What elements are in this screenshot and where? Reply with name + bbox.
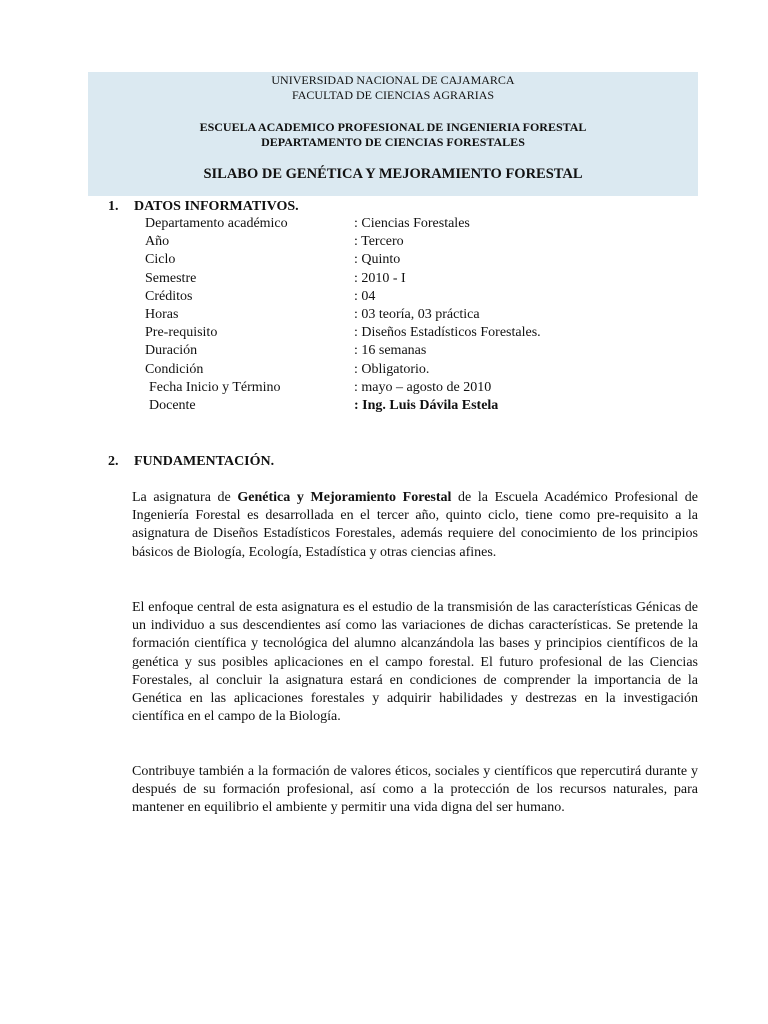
header-band: [88, 72, 698, 196]
info-label: Ciclo: [145, 252, 176, 268]
faculty-name: FACULTAD DE CIENCIAS AGRARIAS: [291, 88, 495, 102]
info-row: [145, 397, 665, 415]
section-2-number: 2.: [108, 454, 119, 469]
section-2-title: FUNDAMENTACIÓN.: [134, 454, 275, 469]
paragraph-1-start: La asignatura de: [132, 490, 238, 505]
info-label: Créditos: [145, 288, 193, 304]
info-row: [145, 215, 665, 233]
info-value: : Ing. Luis Dávila Estela: [354, 397, 499, 413]
info-value: : Obligatorio.: [354, 361, 430, 377]
info-label: Duración: [145, 343, 198, 359]
info-label: Docente: [149, 397, 196, 413]
info-row: [145, 379, 665, 397]
info-value: : 03 teoría, 03 práctica: [354, 306, 480, 322]
paragraph-1: [132, 489, 698, 562]
info-value: : mayo – agosto de 2010: [354, 379, 492, 395]
info-label: Departamento académico: [145, 216, 288, 231]
info-row: [145, 270, 665, 288]
section-1-title: DATOS INFORMATIVOS.: [134, 199, 299, 214]
paragraph-3: Contribuye también a la formación de valores éticos, sociales y científicos que repercutirá durante y después de su formación profesional, así como a la protección de los recursos naturales, para mantener en equilibrio el ambiente y permitir una vida digna del ser humano.: [132, 764, 698, 816]
info-label: Semestre: [145, 270, 197, 286]
info-row: [145, 251, 665, 269]
info-value: : Ciencias Forestales: [354, 216, 470, 231]
info-label: Horas: [145, 306, 179, 322]
info-label: Condición: [145, 361, 204, 377]
course-name: Genética y Mejoramiento Forestal: [237, 490, 452, 505]
info-row: [145, 324, 665, 342]
section-2-heading: [108, 453, 274, 471]
school-name: ESCUELA ACADEMICO PROFESIONAL DE INGENIERIA FORESTAL: [199, 120, 587, 134]
info-row: [145, 342, 665, 360]
section-1-heading: [108, 198, 299, 216]
university-name: UNIVERSIDAD NACIONAL DE CAJAMARCA: [271, 73, 515, 87]
info-value: : 16 semanas: [354, 343, 427, 359]
info-value: : 2010 - I: [354, 270, 406, 286]
info-value: : Diseños Estadísticos Forestales.: [354, 325, 541, 341]
section-1-number: 1.: [108, 199, 119, 214]
info-label: Año: [145, 234, 170, 250]
document-title: SILABO DE GENÉTICA Y MEJORAMIENTO FORESTAL: [203, 166, 583, 182]
info-value: : 04: [354, 288, 376, 304]
paragraph-2: El enfoque central de esta asignatura es el estudio de la transmisión de las características Génicas de un individuo a sus descendientes así como las variaciones de dichas características. Se pretende la formación científica y tecnológica del alumno alcanzándola las bases y principios científicos de la genética y sus posibles aplicaciones en el campo forestal. El futuro profesional de las Ciencias Forestales, al concluir la asignatura estará en condiciones de comprender la importancia de la Genética en las aplicaciones forestales y adquirir habilidades y destrezas en la investigación científica en el campo de la Biología.: [132, 600, 698, 725]
paragraph-1-rest: de la Escuela Académico Profesional de Ingeniería Forestal es desarrollada en el tercer año, quinto ciclo, tiene como pre-requisito a la asignatura de Diseños Estadísticos Forestales, además requiere del conocimiento de los principios básicos de Biología, Ecología, Estadística y otras ciencias afines.: [132, 490, 698, 560]
info-row: [145, 306, 665, 324]
info-label: Pre-requisito: [145, 325, 218, 341]
info-value: : Tercero: [354, 234, 404, 250]
info-value: : Quinto: [354, 252, 401, 268]
info-row: [145, 233, 665, 251]
info-label: Fecha Inicio y Término: [149, 379, 281, 395]
info-table: [145, 215, 665, 415]
department-name: DEPARTAMENTO DE CIENCIAS FORESTALES: [261, 135, 525, 149]
info-row: [145, 288, 665, 306]
info-row: [145, 361, 665, 379]
